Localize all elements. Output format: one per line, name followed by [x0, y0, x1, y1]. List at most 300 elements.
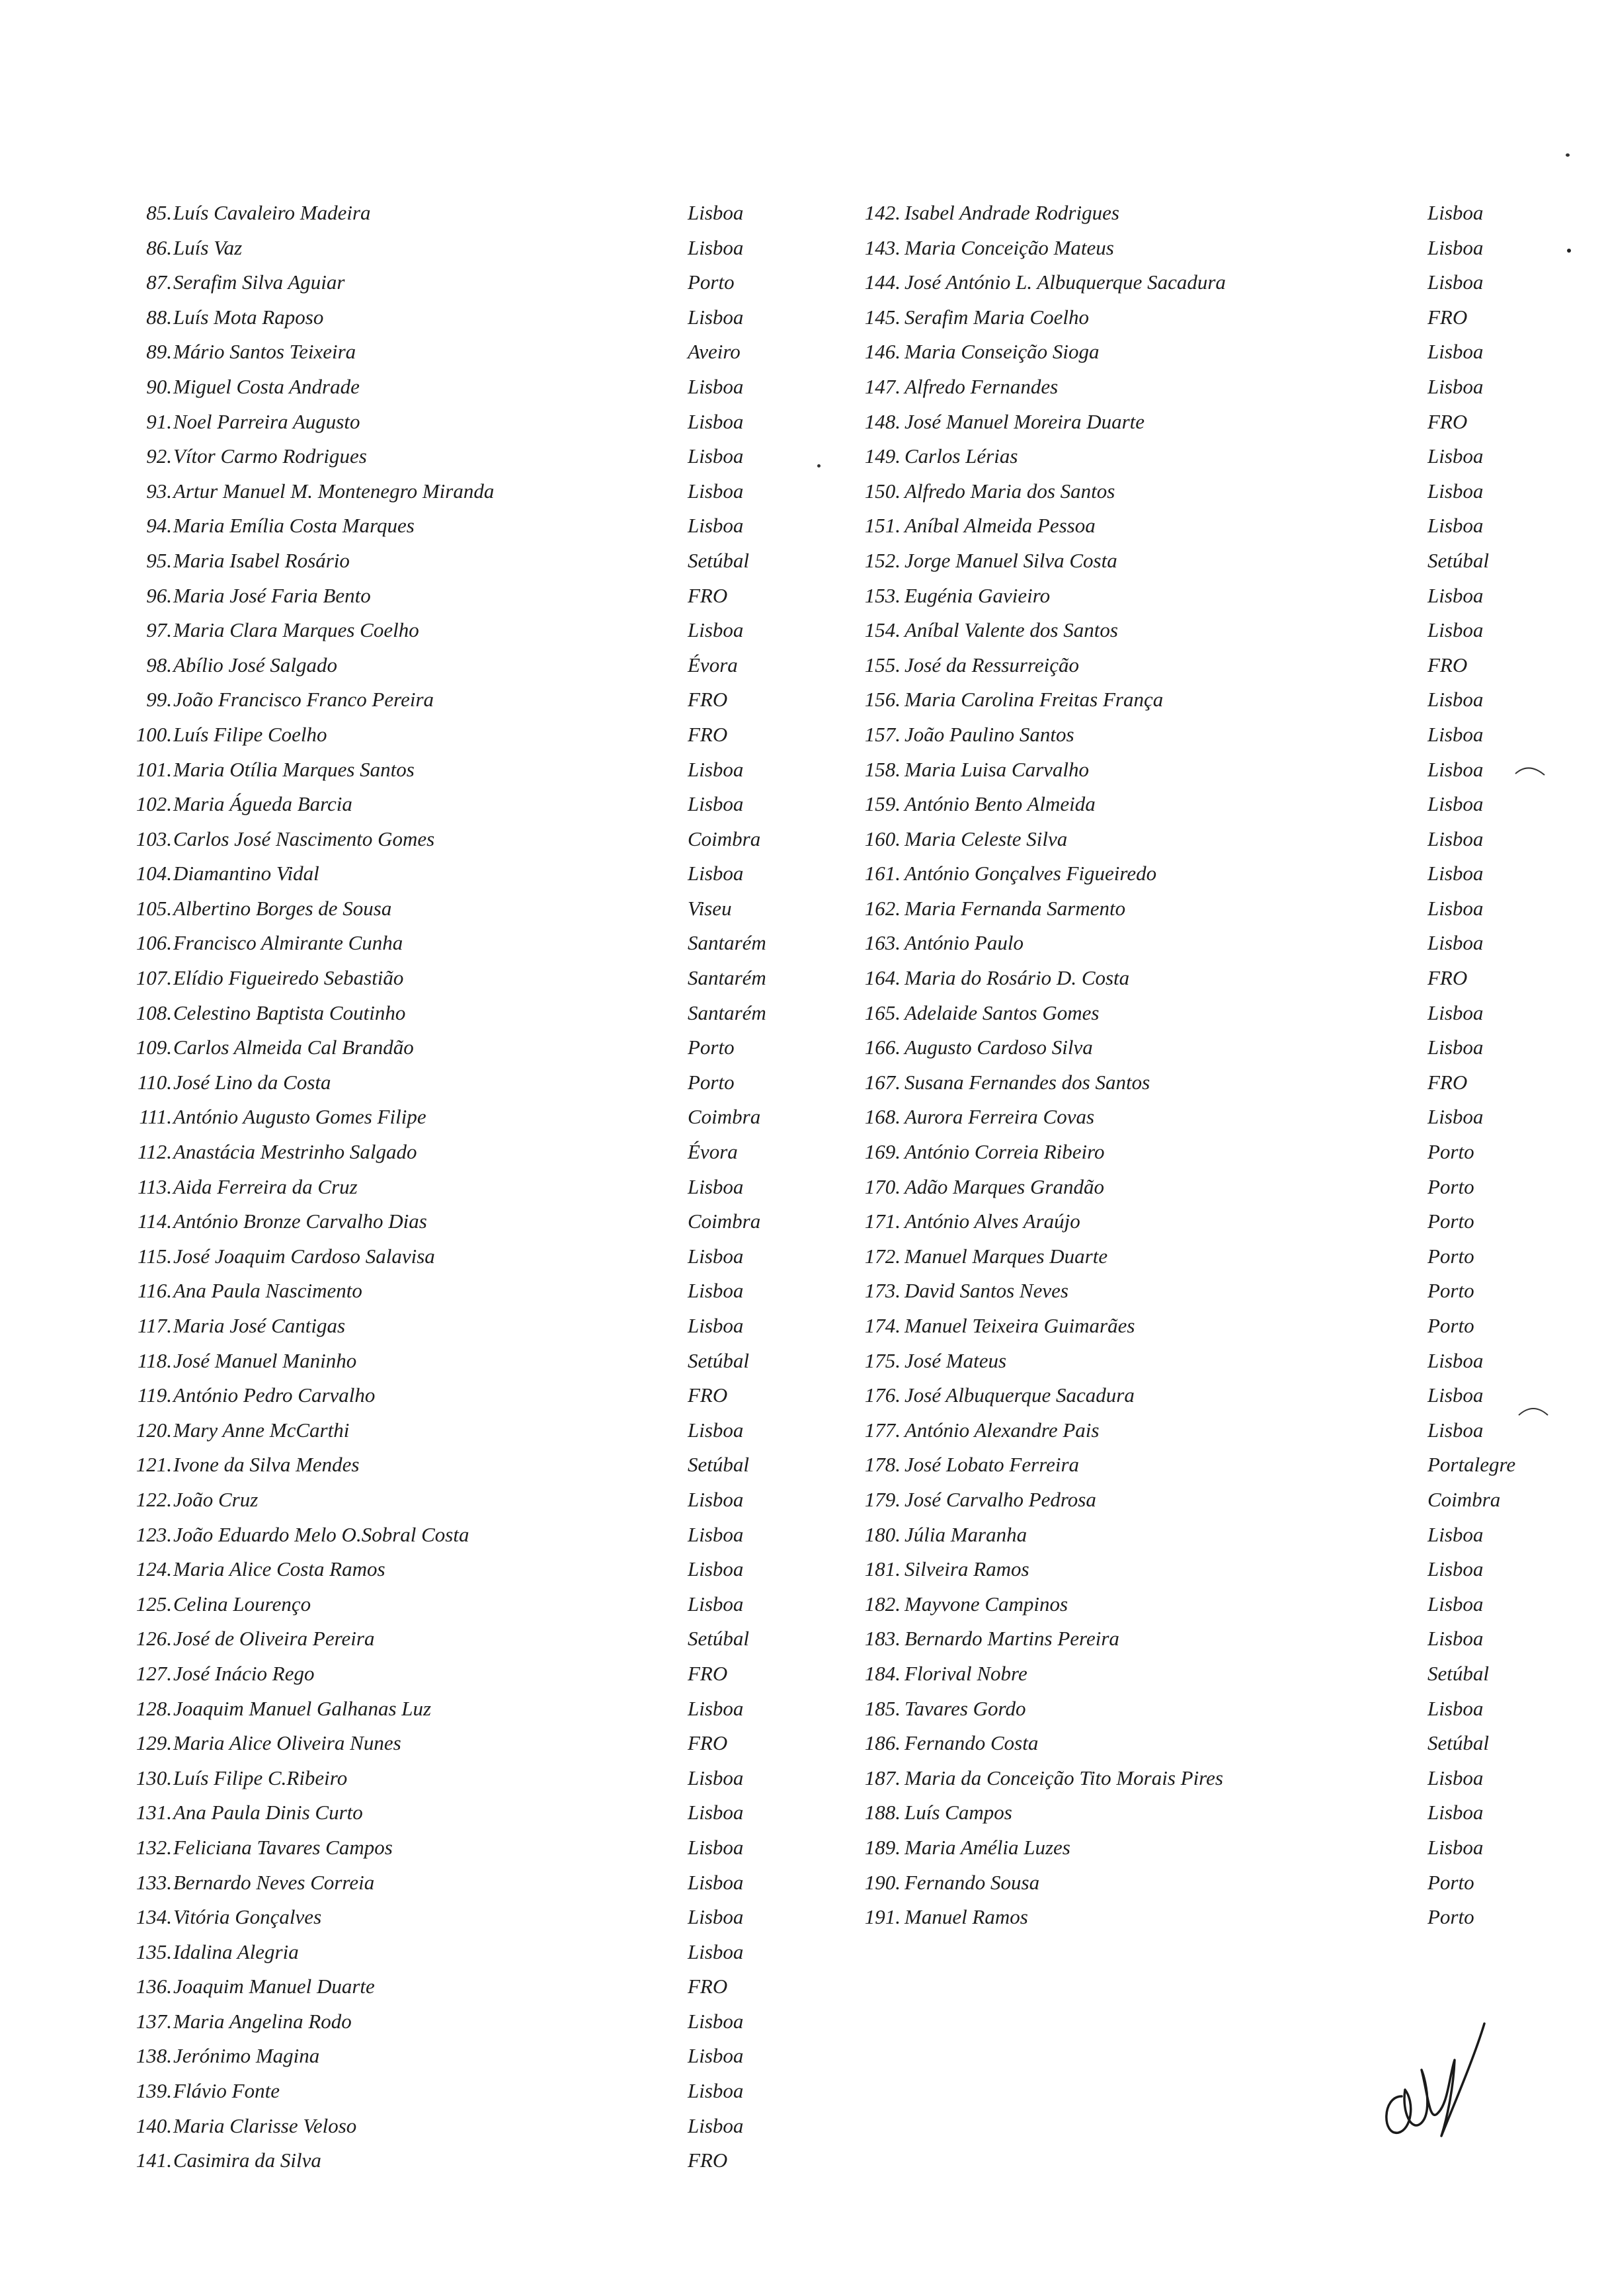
entry-city: FRO [1427, 1070, 1468, 1094]
list-entry [99, 1065, 800, 1100]
entry-city: Lisboa [688, 1557, 744, 1581]
list-entry [99, 231, 800, 266]
entry-name: Anastácia Mestrinho Salgado [173, 1140, 417, 1164]
entry-number: 173. [864, 1279, 901, 1303]
entry-name: António Bronze Carvalho Dias [173, 1210, 427, 1233]
entry-name: Adelaide Santos Gomes [904, 1001, 1100, 1024]
entry-city: Lisboa [1427, 757, 1484, 781]
list-entry [99, 1378, 800, 1413]
list-entry [99, 787, 800, 822]
entry-name: Jerónimo Magina [173, 2044, 320, 2068]
list-entry [99, 509, 800, 544]
entry-name: José Joaquim Cardoso Salavisa [173, 1244, 435, 1268]
entry-city: Setúbal [1427, 1661, 1489, 1685]
entry-number: 93. [146, 479, 172, 503]
entry-number: 113. [138, 1174, 172, 1198]
entry-city: Lisboa [1427, 827, 1484, 850]
entry-number: 186. [864, 1731, 901, 1755]
entry-city: Lisboa [1427, 1348, 1484, 1372]
entry-name: Aníbal Valente dos Santos [904, 618, 1118, 642]
list-entry [841, 1621, 1555, 1657]
list-entry [99, 1204, 800, 1239]
entry-number: 174. [864, 1314, 901, 1337]
entry-name: António Correia Ribeiro [904, 1140, 1105, 1164]
entry-name: António Pedro Carvalho [173, 1383, 376, 1407]
list-entry [99, 718, 800, 753]
entry-number: 163. [864, 931, 901, 955]
entry-name: Mário Santos Teixeira [173, 340, 356, 364]
entry-number: 151. [864, 514, 901, 538]
entry-number: 114. [138, 1210, 172, 1233]
entry-number: 135. [136, 1940, 172, 1963]
entry-city: Porto [1427, 1314, 1474, 1337]
entry-city: FRO [688, 1383, 728, 1407]
entry-city: Lisboa [1427, 514, 1484, 538]
entry-name: Augusto Cardoso Silva [904, 1036, 1093, 1059]
list-entry [99, 335, 800, 370]
entry-name: Casimira da Silva [173, 2149, 321, 2172]
list-entry [841, 405, 1555, 440]
entry-number: 149. [864, 444, 901, 468]
list-entry [99, 1621, 800, 1657]
entry-name: Júlia Maranha [904, 1522, 1027, 1546]
list-entry [841, 544, 1555, 579]
list-entry [841, 1866, 1555, 1901]
entry-city: Lisboa [688, 2113, 744, 2137]
list-entry [99, 1692, 800, 1727]
entry-number: 153. [864, 583, 901, 607]
entry-number: 130. [136, 1766, 172, 1789]
entry-city: FRO [1427, 409, 1468, 433]
list-entry [99, 1587, 800, 1622]
entry-name: Serafim Maria Coelho [904, 305, 1089, 329]
entry-number: 140. [136, 2113, 172, 2137]
entry-city: Lisboa [1427, 479, 1484, 503]
entry-city: Lisboa [688, 1835, 744, 1859]
entry-city: Porto [688, 1036, 735, 1059]
entry-city: Lisboa [688, 862, 744, 885]
entry-city: FRO [688, 688, 728, 712]
entry-city: Lisboa [1427, 1036, 1484, 1059]
entry-city: FRO [1427, 653, 1468, 676]
entry-number: 142. [864, 201, 901, 224]
entry-name: Joaquim Manuel Duarte [173, 1975, 375, 1998]
list-entry [99, 300, 800, 335]
entry-name: José Lino da Costa [173, 1070, 331, 1094]
entry-number: 185. [864, 1696, 901, 1720]
entry-name: Mayvone Campinos [904, 1592, 1068, 1616]
entry-city: Lisboa [1427, 722, 1484, 746]
list-entry [99, 1518, 800, 1553]
list-entry [99, 1726, 800, 1761]
entry-number: 99. [146, 688, 172, 712]
entry-city: Lisboa [1427, 1557, 1484, 1581]
entry-city: FRO [688, 1975, 728, 1998]
entry-name: José Carvalho Pedrosa [904, 1487, 1096, 1511]
entry-city: Lisboa [1427, 896, 1484, 920]
list-entry [841, 335, 1555, 370]
list-entry [99, 1761, 800, 1796]
entry-name: Manuel Ramos [904, 1905, 1028, 1929]
scan-mark [1514, 760, 1547, 787]
entry-city: Lisboa [1427, 1592, 1484, 1616]
entry-number: 141. [136, 2149, 172, 2172]
entry-number: 124. [136, 1557, 172, 1581]
entry-city: Lisboa [688, 1522, 744, 1546]
entry-number: 131. [136, 1801, 172, 1824]
entry-number: 161. [864, 862, 901, 885]
list-entry [99, 1274, 800, 1309]
entry-city: FRO [1427, 966, 1468, 990]
list-entry [841, 196, 1555, 231]
entry-name: António Alexandre Pais [904, 1418, 1100, 1442]
entry-number: 182. [864, 1592, 901, 1616]
entry-number: 169. [864, 1140, 901, 1164]
entry-city: Viseu [688, 896, 732, 920]
entry-city: Aveiro [688, 340, 741, 364]
entry-number: 148. [864, 409, 901, 433]
entry-name: David Santos Neves [904, 1279, 1068, 1303]
list-entry [841, 265, 1555, 300]
entry-number: 188. [864, 1801, 901, 1824]
list-entry [841, 718, 1555, 753]
entry-name: Maria Clarisse Veloso [173, 2113, 357, 2137]
entry-name: Diamantino Vidal [173, 862, 319, 885]
entry-number: 105. [136, 896, 172, 920]
list-entry [841, 231, 1555, 266]
entry-city: Lisboa [688, 2079, 744, 2103]
entry-number: 134. [136, 1905, 172, 1929]
entry-city: Lisboa [1427, 1696, 1484, 1720]
entry-name: Maria Alice Oliveira Nunes [173, 1731, 401, 1755]
list-entry [841, 1378, 1555, 1413]
entry-city: Lisboa [1427, 1627, 1484, 1651]
entry-number: 189. [864, 1835, 901, 1859]
entry-number: 85. [146, 201, 172, 224]
entry-city: Lisboa [688, 409, 744, 433]
entry-name: José Lobato Ferreira [904, 1453, 1080, 1477]
entry-city: Lisboa [688, 305, 744, 329]
list-entry [99, 2143, 800, 2178]
entry-name: Jorge Manuel Silva Costa [904, 548, 1117, 572]
list-entry [841, 509, 1555, 544]
entry-city: Setúbal [688, 1627, 749, 1651]
entry-number: 175. [864, 1348, 901, 1372]
entry-city: Lisboa [688, 479, 744, 503]
list-entry [841, 1552, 1555, 1587]
entry-name: Artur Manuel M. Montenegro Miranda [173, 479, 495, 503]
entry-number: 190. [864, 1870, 901, 1894]
entry-city: Lisboa [1427, 235, 1484, 259]
entry-number: 132. [136, 1835, 172, 1859]
list-entry [841, 1170, 1555, 1205]
entry-city: Lisboa [1427, 1801, 1484, 1824]
entry-city: Setúbal [688, 548, 749, 572]
list-entry [841, 1761, 1555, 1796]
entry-number: 147. [864, 374, 901, 398]
entry-number: 104. [136, 862, 172, 885]
entry-number: 165. [864, 1001, 901, 1024]
list-entry [841, 439, 1555, 474]
list-entry [99, 1135, 800, 1170]
list-entry [841, 579, 1555, 614]
entry-name: Aníbal Almeida Pessoa [904, 514, 1096, 538]
entry-name: José Albuquerque Sacadura [904, 1383, 1135, 1407]
list-entry [841, 1100, 1555, 1135]
entry-city: FRO [688, 2149, 728, 2172]
entry-name: Maria Conceição Mateus [904, 235, 1114, 259]
entry-name: José de Oliveira Pereira [173, 1627, 375, 1651]
entry-number: 106. [136, 931, 172, 955]
entry-city: Lisboa [688, 1244, 744, 1268]
entry-number: 159. [864, 792, 901, 816]
list-entry [99, 1030, 800, 1065]
entry-city: Porto [1427, 1279, 1474, 1303]
entry-city: Lisboa [688, 1870, 744, 1894]
list-entry [99, 996, 800, 1031]
entry-city: Coimbra [688, 827, 761, 850]
entry-number: 179. [864, 1487, 901, 1511]
entry-number: 98. [146, 653, 172, 676]
entry-number: 166. [864, 1036, 901, 1059]
entry-number: 91. [146, 409, 172, 433]
entry-number: 129. [136, 1731, 172, 1755]
entry-number: 100. [136, 722, 172, 746]
entry-city: Lisboa [1427, 1001, 1484, 1024]
list-entry [841, 682, 1555, 718]
list-entry [99, 926, 800, 961]
entry-city: Lisboa [1427, 444, 1484, 468]
entry-number: 168. [864, 1105, 901, 1129]
entry-name: Fernando Sousa [904, 1870, 1040, 1894]
entry-name: Idalina Alegria [173, 1940, 299, 1963]
entry-city: FRO [688, 1661, 728, 1685]
entry-city: Lisboa [1427, 1766, 1484, 1789]
entry-name: Luís Filipe Coelho [173, 722, 327, 746]
entry-city: Santarém [688, 1001, 766, 1024]
entry-number: 143. [864, 235, 901, 259]
list-entry [841, 996, 1555, 1031]
entry-name: Miguel Costa Andrade [173, 374, 360, 398]
entry-city: Lisboa [688, 374, 744, 398]
entry-name: Manuel Marques Duarte [904, 1244, 1108, 1268]
entry-city: Lisboa [688, 201, 744, 224]
entry-name: António Gonçalves Figueiredo [904, 862, 1157, 885]
entry-number: 97. [146, 618, 172, 642]
entry-city: Lisboa [1427, 1522, 1484, 1546]
entry-name: Serafim Silva Aguiar [173, 270, 345, 294]
entry-city: Porto [1427, 1870, 1474, 1894]
entry-name: José António L. Albuquerque Sacadura [904, 270, 1226, 294]
list-entry [99, 856, 800, 891]
list-entry [99, 1830, 800, 1866]
entry-name: Carlos Lérias [904, 444, 1018, 468]
list-entry [99, 822, 800, 857]
entry-number: 115. [138, 1244, 172, 1268]
entry-name: João Cruz [173, 1487, 259, 1511]
entry-name: Maria José Cantigas [173, 1314, 346, 1337]
entry-name: Tavares Gordo [904, 1696, 1026, 1720]
list-entry [841, 787, 1555, 822]
entry-number: 150. [864, 479, 901, 503]
list-entry [841, 1344, 1555, 1379]
entry-number: 152. [864, 548, 901, 572]
list-entry [841, 1065, 1555, 1100]
entry-city: Porto [688, 270, 735, 294]
entry-number: 172. [864, 1244, 901, 1268]
entry-number: 102. [136, 792, 172, 816]
entry-name: Bernardo Neves Correia [173, 1870, 375, 1894]
list-entry [99, 1483, 800, 1518]
entry-name: João Eduardo Melo O.Sobral Costa [173, 1522, 469, 1546]
entry-name: Maria Fernanda Sarmento [904, 896, 1126, 920]
entry-name: Maria Luisa Carvalho [904, 757, 1090, 781]
entry-city: Santarém [688, 966, 766, 990]
entry-name: António Paulo [904, 931, 1024, 955]
entry-name: Eugénia Gavieiro [904, 583, 1051, 607]
entry-city: Lisboa [688, 757, 744, 781]
entry-city: Lisboa [688, 1801, 744, 1824]
entry-number: 90. [146, 374, 172, 398]
entry-name: Carlos José Nascimento Gomes [173, 827, 435, 850]
entry-name: Maria Clara Marques Coelho [173, 618, 419, 642]
entry-number: 94. [146, 514, 172, 538]
list-entry [841, 1309, 1555, 1344]
entry-name: Ivone da Silva Mendes [173, 1453, 360, 1477]
list-entry [841, 1692, 1555, 1727]
list-entry [841, 1483, 1555, 1518]
entry-number: 87. [146, 270, 172, 294]
entry-name: Elídio Figueiredo Sebastião [173, 966, 404, 990]
entry-number: 117. [138, 1314, 172, 1337]
entry-city: Lisboa [1427, 618, 1484, 642]
entry-number: 170. [864, 1174, 901, 1198]
list-entry [841, 1726, 1555, 1761]
list-entry [841, 1900, 1555, 1935]
entry-name: João Paulino Santos [904, 722, 1074, 746]
entry-name: Ana Paula Nascimento [173, 1279, 362, 1303]
list-entry [99, 1413, 800, 1448]
entry-name: Aida Ferreira da Cruz [173, 1174, 358, 1198]
entry-city: Porto [1427, 1174, 1474, 1198]
entry-name: José Manuel Moreira Duarte [904, 409, 1145, 433]
entry-number: 127. [136, 1661, 172, 1685]
entry-name: Maria do Rosário D. Costa [904, 966, 1130, 990]
list-entry [99, 2004, 800, 2039]
entry-number: 154. [864, 618, 901, 642]
entry-name: Joaquim Manuel Galhanas Luz [173, 1696, 432, 1720]
list-entry [841, 926, 1555, 961]
list-entry [99, 961, 800, 996]
entry-number: 103. [136, 827, 172, 850]
entry-city: Lisboa [1427, 1418, 1484, 1442]
entry-number: 171. [864, 1210, 901, 1233]
list-entry [841, 1274, 1555, 1309]
scan-dot [1566, 153, 1570, 157]
entry-number: 180. [864, 1522, 901, 1546]
entry-city: Lisboa [1427, 688, 1484, 712]
entry-city: FRO [688, 722, 728, 746]
entry-city: Lisboa [688, 792, 744, 816]
entry-name: Luís Vaz [173, 235, 243, 259]
entry-city: Lisboa [1427, 862, 1484, 885]
entry-city: Coimbra [1427, 1487, 1501, 1511]
entry-city: Lisboa [1427, 1383, 1484, 1407]
list-entry [99, 1935, 800, 1970]
entry-number: 88. [146, 305, 172, 329]
entry-name: Maria da Conceição Tito Morais Pires [904, 1766, 1223, 1789]
entry-number: 118. [138, 1348, 172, 1372]
list-entry [99, 2074, 800, 2109]
scan-dot [1567, 249, 1571, 253]
entry-name: Alfredo Fernandes [904, 374, 1059, 398]
entry-number: 146. [864, 340, 901, 364]
entry-number: 101. [136, 757, 172, 781]
list-entry [99, 196, 800, 231]
list-entry [841, 891, 1555, 926]
entry-city: Lisboa [1427, 1105, 1484, 1129]
entry-city: Lisboa [688, 1174, 744, 1198]
entry-name: José da Ressurreição [904, 653, 1080, 676]
entry-city: Porto [1427, 1244, 1474, 1268]
entry-name: Luís Campos [904, 1801, 1012, 1824]
entry-number: 138. [136, 2044, 172, 2068]
list-entry [99, 265, 800, 300]
entry-name: Luís Mota Raposo [173, 305, 324, 329]
list-entry [841, 1204, 1555, 1239]
entry-city: Lisboa [1427, 374, 1484, 398]
entry-city: Lisboa [688, 235, 744, 259]
entry-city: Lisboa [688, 1487, 744, 1511]
entry-number: 107. [136, 966, 172, 990]
entry-city: Lisboa [1427, 201, 1484, 224]
entry-number: 111. [139, 1105, 172, 1129]
entry-name: Isabel Andrade Rodrigues [904, 201, 1119, 224]
entry-city: Lisboa [1427, 583, 1484, 607]
entry-name: Maria Carolina Freitas França [904, 688, 1164, 712]
list-entry [99, 2039, 800, 2074]
entry-name: Maria Angelina Rodo [173, 2009, 352, 2033]
entry-name: Carlos Almeida Cal Brandão [173, 1036, 414, 1059]
entry-number: 120. [136, 1418, 172, 1442]
entry-city: Évora [688, 653, 738, 676]
list-entry [99, 1866, 800, 1901]
list-entry [841, 1795, 1555, 1830]
entry-number: 139. [136, 2079, 172, 2103]
list-entry [99, 891, 800, 926]
entry-name: Maria Conseição Sioga [904, 340, 1100, 364]
entry-name: António Alves Araújo [904, 1210, 1080, 1233]
list-entry [99, 1344, 800, 1379]
entry-number: 116. [138, 1279, 172, 1303]
entry-city: Setúbal [688, 1453, 749, 1477]
list-entry [841, 1413, 1555, 1448]
list-entry [99, 579, 800, 614]
left-name-list [99, 196, 800, 2178]
entry-city: Lisboa [688, 2044, 744, 2068]
entry-name: Noel Parreira Augusto [173, 409, 360, 433]
list-entry [841, 648, 1555, 683]
entry-number: 86. [146, 235, 172, 259]
list-entry [99, 474, 800, 509]
entry-number: 158. [864, 757, 901, 781]
entry-number: 123. [136, 1522, 172, 1546]
entry-city: FRO [688, 583, 728, 607]
list-entry [841, 1030, 1555, 1065]
entry-name: José Mateus [904, 1348, 1007, 1372]
entry-city: Lisboa [688, 1279, 744, 1303]
list-entry [99, 439, 800, 474]
